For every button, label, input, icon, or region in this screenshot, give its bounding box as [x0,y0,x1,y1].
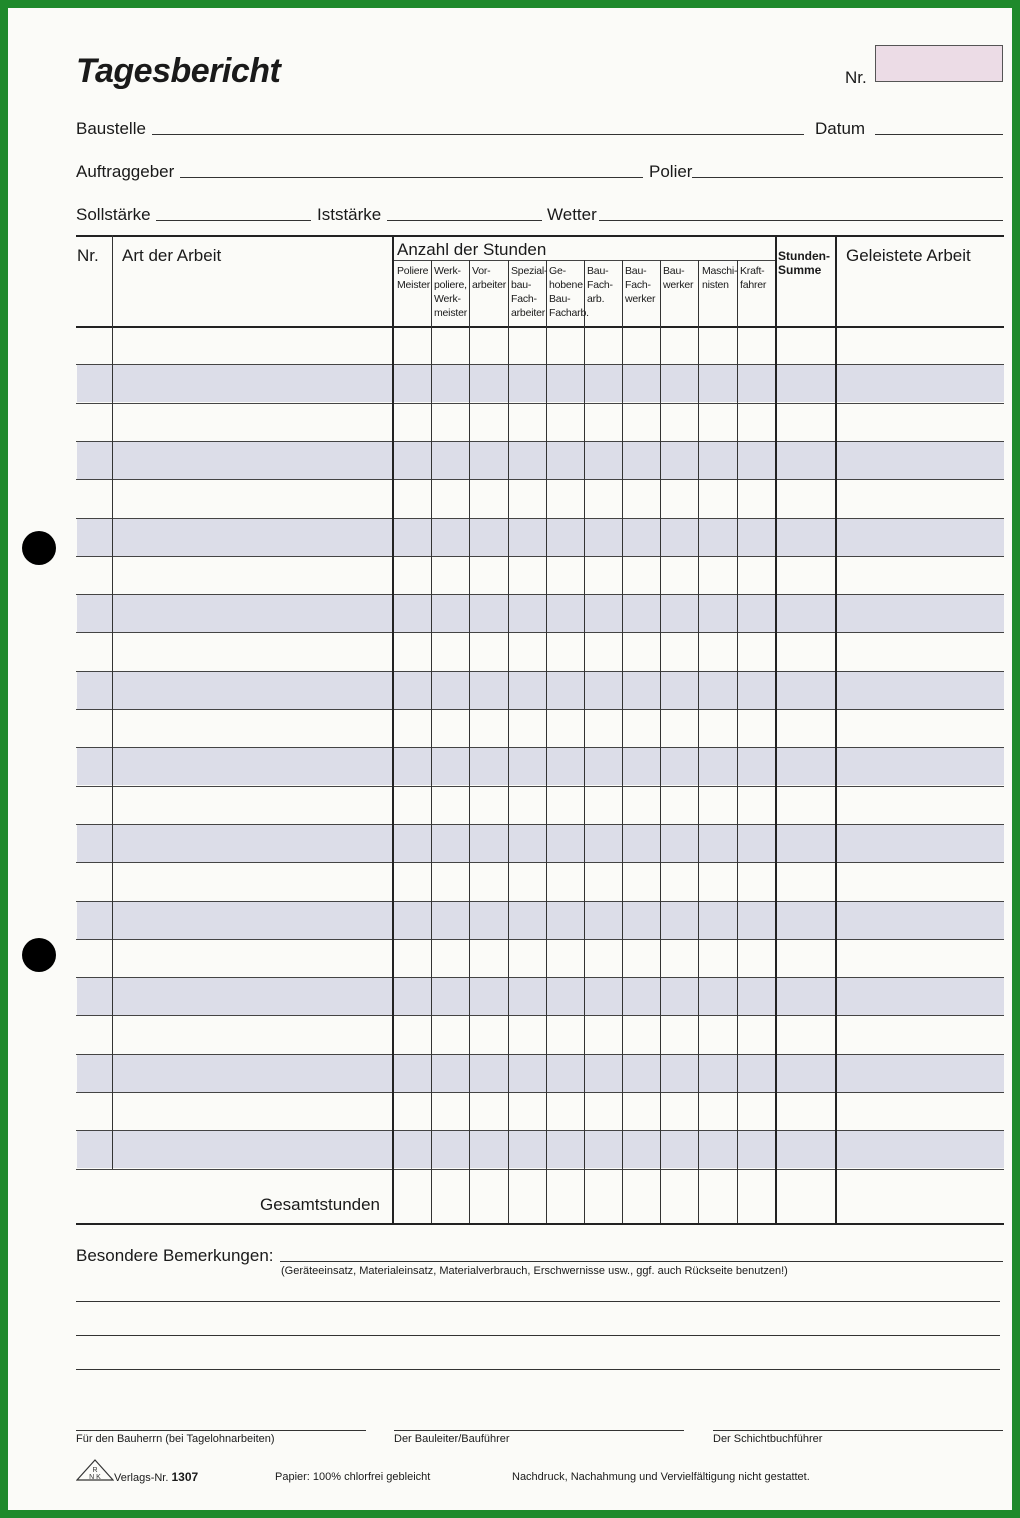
header-bottom-border [76,326,1004,328]
verlag-number: 1307 [171,1470,199,1484]
form-title: Tagesbericht [76,52,281,90]
col-header-art: Art der Arbeit [122,246,222,265]
table-row-band [77,671,1004,709]
table-row-band [77,518,1004,556]
table-row-line [76,1130,1004,1131]
punch-hole-top [22,531,56,565]
paper-note: Papier: 100% chlorfrei gebleicht [275,1471,431,1483]
table-row-line [76,977,1004,978]
col-divider-hours [737,260,738,1223]
verlag-prefix: Verlags-Nr. [114,1472,169,1484]
table-row-line [76,786,1004,787]
col-divider-hours [698,260,699,1223]
col-divider-hours [622,260,623,1223]
col-divider-summe [775,235,777,1223]
table-row-line [76,479,1004,480]
table-row-line [76,939,1004,940]
table-row-line [76,518,1004,519]
signature-schichtbuch-label: Der Schichtbuchführer [713,1433,823,1445]
table-bottom-border [76,1223,1004,1225]
sollstaerke-label: Sollstärke [76,205,151,224]
nr-label: Nr. [845,68,867,87]
table-row-line [76,747,1004,748]
table-row-band [77,977,1004,1015]
datum-field[interactable] [875,134,1003,135]
punch-hole-bottom [22,938,56,972]
signature-line-schichtbuch[interactable] [713,1430,1003,1431]
col-header-hours-3: Spezial- bau- Fach- arbeiter [511,265,548,319]
iststaerke-label: Iststärke [317,205,382,224]
col-header-hours-9: Kraft- fahrer [740,265,767,291]
col-divider-hours [431,260,432,1223]
table-row-line [76,556,1004,557]
table-row-line [76,1054,1004,1055]
signature-line-bauleiter[interactable] [394,1430,684,1431]
table-row-band [77,1130,1004,1168]
sollstaerke-field[interactable] [156,220,311,221]
col-divider-hours [584,260,585,1223]
svg-text:N K: N K [89,1474,101,1481]
table-row-line [76,901,1004,902]
datum-label: Datum [815,119,866,138]
table-top-border [76,235,1004,237]
table-row-line [76,1092,1004,1093]
col-header-hours-4: Ge- hobene Bau- Facharb. [549,265,589,319]
verlag-text [114,1470,198,1484]
table-row-band [77,441,1004,479]
col-header-hours-2: Vor- arbeiter [472,265,507,291]
remarks-line-2[interactable] [76,1301,1000,1302]
table-row-line [76,403,1004,404]
table-row-line [76,1015,1004,1016]
remarks-hint: (Geräteeinsatz, Materialeinsatz, Materialverbrauch, Erschwernisse usw., ggf. auch Rückseite benutzen!) [281,1265,788,1277]
remarks-line-3[interactable] [76,1335,1000,1336]
col-divider-hours [469,260,470,1223]
table-row-band [77,1054,1004,1092]
table-row-band [77,901,1004,939]
col-divider-hours [508,260,509,1223]
table-row-line [76,1169,1004,1170]
col-header-summe: Stunden- Summe [778,249,830,277]
copyright-note: Nachdruck, Nachahmung und Vervielfältigung nicht gestattet. [512,1471,810,1483]
table-row-line [76,709,1004,710]
table-row-band [77,747,1004,785]
col-header-nr: Nr. [77,246,99,265]
table-row-band [77,594,1004,632]
table-row-line [76,441,1004,442]
baustelle-label: Baustelle [76,119,146,138]
table-row-line [76,632,1004,633]
signature-line-bauherr[interactable] [76,1430,366,1431]
auftraggeber-field[interactable] [180,177,643,178]
publisher-logo [76,1458,114,1482]
col-header-hours-6: Bau- Fach- werker [625,265,656,305]
table-row-line [76,671,1004,672]
table-row-line [76,862,1004,863]
polier-label: Polier [649,162,693,181]
table-row-line [76,364,1004,365]
col-header-hours-1: Werk- poliere, Werk- meister [434,265,468,319]
col-divider-nr [112,235,113,1169]
col-divider-hours [660,260,661,1223]
polier-field[interactable] [692,177,1003,178]
auftraggeber-label: Auftraggeber [76,162,175,181]
col-header-hours-5: Bau- Fach- arb. [587,265,613,305]
col-divider-art [392,235,394,1223]
col-header-hours-0: Poliere Meister [397,265,431,291]
col-header-geleistet: Geleistete Arbeit [846,246,971,265]
col-header-anzahl: Anzahl der Stunden [397,240,547,259]
remarks-line-1[interactable] [280,1261,1003,1262]
table-row-line [76,594,1004,595]
signature-bauherr-label: Für den Bauherrn (bei Tagelohnarbeiten) [76,1433,275,1445]
wetter-label: Wetter [547,205,597,224]
total-label: Gesamtstunden [260,1195,381,1214]
iststaerke-field[interactable] [387,220,542,221]
col-header-hours-8: Maschi- nisten [702,265,738,291]
table-row-band [77,824,1004,862]
remarks-label: Besondere Bemerkungen: [76,1246,274,1265]
nr-field[interactable] [875,45,1003,82]
col-divider-hours [546,260,547,1223]
table-row-band [77,364,1004,402]
svg-text:R: R [92,1467,98,1474]
signature-bauleiter-label: Der Bauleiter/Bauführer [394,1433,510,1445]
col-header-hours-7: Bau- werker [663,265,694,291]
wetter-field[interactable] [599,220,1003,221]
baustelle-field[interactable] [152,134,804,135]
remarks-line-4[interactable] [76,1369,1000,1370]
col-divider-geleistet [835,235,837,1223]
table-row-line [76,824,1004,825]
